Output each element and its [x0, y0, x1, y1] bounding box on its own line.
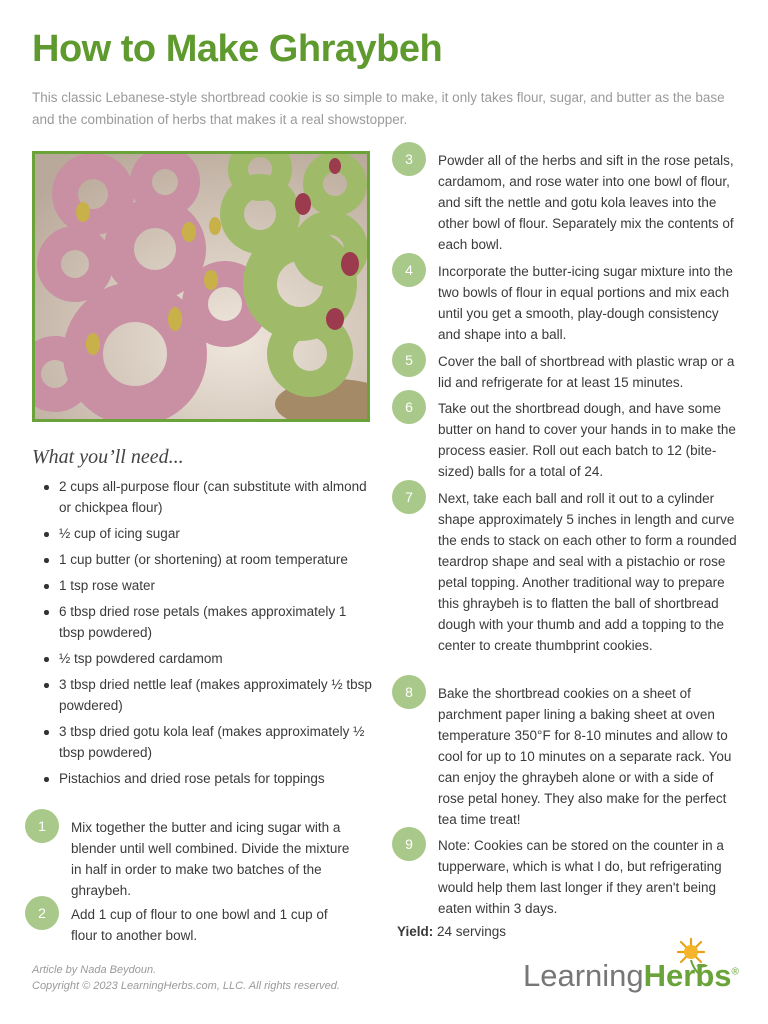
step-text: Powder all of the herbs and sift in the rose petals, cardamom, and rose water into one bowl of flour, and sift the nettle and gotu kola leaves into the other bowl of flour. Separately mix the contents of each bowl.	[438, 153, 734, 252]
yield-line	[397, 924, 506, 939]
ingredient-item: ½ cup of icing sugar	[32, 523, 372, 544]
ingredient-item: 1 cup butter (or shortening) at room temperature	[32, 549, 372, 570]
logo-registered-mark: ®	[731, 966, 739, 978]
step-5	[392, 351, 742, 393]
step-text: Add 1 cup of flour to one bowl and 1 cup of flour to another bowl.	[71, 907, 328, 943]
footer-credits	[32, 962, 340, 994]
intro-paragraph: This classic Lebanese-style shortbread cookie is so simple to make, it only takes flour, sugar, and butter as the base and the combination of herbs that makes it a real showstopper.	[32, 90, 725, 127]
step-7	[392, 488, 742, 656]
step-3	[392, 150, 742, 255]
ingredient-item: 1 tsp rose water	[32, 575, 372, 596]
step-number: 7	[392, 480, 426, 514]
step-4	[392, 261, 742, 345]
step-text: Mix together the butter and icing sugar with a blender until well combined. Divide the mixture in half in order to make two batches of the ghraybeh.	[71, 820, 350, 898]
step-1	[25, 817, 365, 901]
step-number: 5	[392, 343, 426, 377]
step-number: 1	[25, 809, 59, 843]
step-9	[392, 835, 742, 919]
yield-label: Yield:	[397, 924, 434, 939]
step-text: Bake the shortbread cookies on a sheet of parchment paper lining a baking sheet at oven temperature 350°F for 8-10 minutes and allow to cool for up to 10 minutes on a separate rack. You can enjoy the ghraybeh alone or with a side of rose petal honey. They also make for the perfect tea time treat!	[438, 686, 732, 827]
ingredient-item: ½ tsp powdered cardamom	[32, 648, 372, 669]
step-number: 8	[392, 675, 426, 709]
learningherbs-logo	[523, 936, 743, 1000]
step-text: Note: Cookies can be stored on the counter in a tupperware, which is what I do, but refrigerating would help them last longer if they aren't being eaten within 3 days.	[438, 838, 724, 916]
ingredient-item: 3 tbsp dried nettle leaf (makes approximately ½ tbsp powdered)	[32, 674, 372, 716]
step-number: 3	[392, 142, 426, 176]
step-8	[392, 683, 742, 830]
step-number: 6	[392, 390, 426, 424]
logo-part1: Learning	[523, 958, 644, 993]
step-number: 4	[392, 253, 426, 287]
step-6	[392, 398, 742, 482]
page-title: How to Make Ghraybeh	[32, 28, 443, 70]
step-text: Incorporate the butter-icing sugar mixture into the two bowls of flour in equal portions and mix each until you get a smooth, play-dough consistency and shape into a ball.	[438, 264, 733, 342]
ingredient-item: Pistachios and dried rose petals for toppings	[32, 768, 372, 789]
step-number: 2	[25, 896, 59, 930]
step-2	[25, 904, 365, 946]
cookie-photo	[32, 151, 370, 422]
logo-wordmark	[523, 958, 739, 994]
needs-heading: What you’ll need...	[32, 446, 184, 468]
copyright-notice: Copyright © 2023 LearningHerbs.com, LLC. All rights reserved.	[32, 980, 340, 992]
ingredient-item: 3 tbsp dried gotu kola leaf (makes approximately ½ tbsp powdered)	[32, 721, 372, 763]
logo-part2: Herbs	[643, 958, 732, 993]
step-text: Next, take each ball and roll it out to a cylinder shape approximately 5 inches in length and curve the ends to stack on each other to form a rounded teardrop shape and seal with a pistachio or rose petal topping. Another traditional way to prepare this ghraybeh is to flatten the ball of shortbread dough with your thumb and add a topping to the center to create thumbprint cookies.	[438, 491, 737, 653]
step-text: Cover the ball of shortbread with plastic wrap or a lid and refrigerate for at least 15 minutes.	[438, 354, 735, 390]
author-credit: Article by Nada Beydoun.	[32, 964, 157, 976]
step-text: Take out the shortbread dough, and have some butter on hand to cover your hands in to make the process easier. Roll out each batch to 12 (bite-sized) balls for a total of 24.	[438, 401, 736, 479]
ingredients-list	[32, 476, 372, 794]
yield-value: 24 servings	[433, 924, 507, 939]
ingredient-item: 6 tbsp dried rose petals (makes approximately 1 tbsp powdered)	[32, 601, 372, 643]
ingredient-item: 2 cups all-purpose flour (can substitute with almond or chickpea flour)	[32, 476, 372, 518]
step-number: 9	[392, 827, 426, 861]
